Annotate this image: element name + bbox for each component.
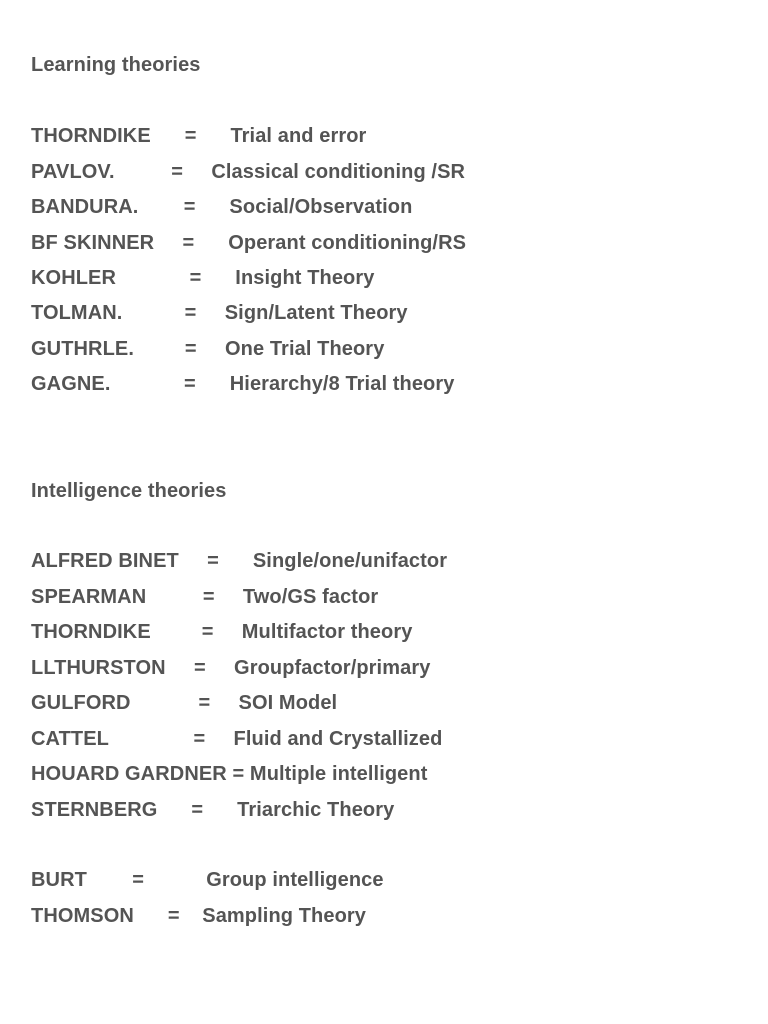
learning-row: BANDURA. = Social/Observation [31,196,413,218]
other-row: BURT = Group intelligence [31,869,384,891]
intelligence-row: CATTEL = Fluid and Crystallized [31,728,443,750]
intelligence-row: SPEARMAN = Two/GS factor [31,586,379,608]
intelligence-row: ALFRED BINET = Single/one/unifactor [31,550,448,572]
learning-row: PAVLOV. = Classical conditioning /SR [31,161,466,183]
section-heading-intelligence: Intelligence theories [31,480,227,502]
learning-row: TOLMAN. = Sign/Latent Theory [31,302,408,324]
intelligence-row: GULFORD = SOI Model [31,692,338,714]
intelligence-row: LLTHURSTON = Groupfactor/primary [31,657,431,679]
learning-row: GAGNE. = Hierarchy/8 Trial theory [31,373,455,395]
intelligence-row: STERNBERG = Triarchic Theory [31,799,395,821]
learning-row: THORNDIKE = Trial and error [31,125,367,147]
learning-row: BF SKINNER = Operant conditioning/RS [31,232,467,254]
other-row: THOMSON = Sampling Theory [31,905,367,927]
learning-row: GUTHRLE. = One Trial Theory [31,338,385,360]
section-heading-learning: Learning theories [31,54,201,76]
intelligence-row: THORNDIKE = Multifactor theory [31,621,413,643]
intelligence-row: HOUARD GARDNER = Multiple intelligent [31,763,428,785]
learning-row: KOHLER = Insight Theory [31,267,375,289]
